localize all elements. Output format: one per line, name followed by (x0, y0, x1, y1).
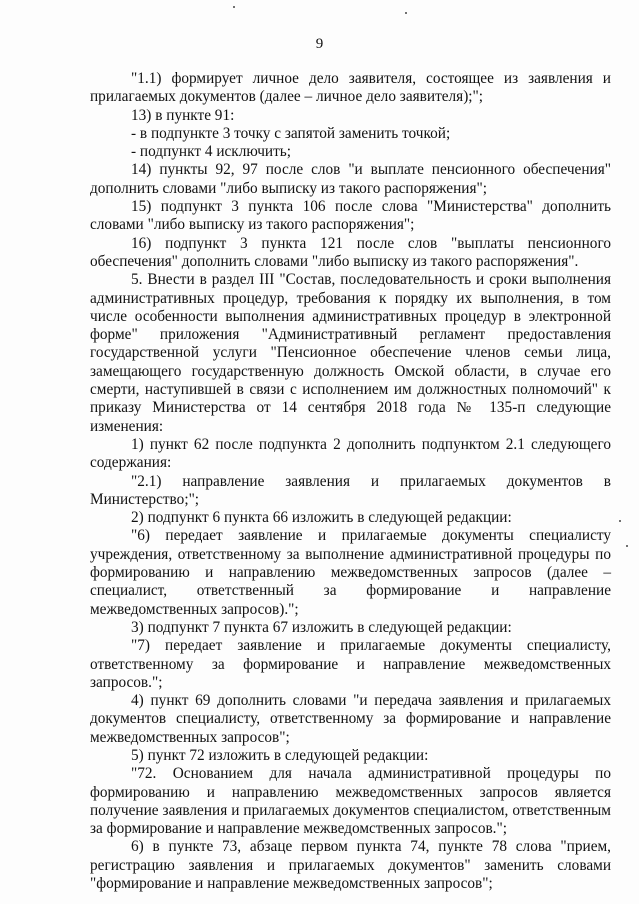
paragraph: "2.1) направление заявления и прилагаемых документов в Министерство;"; (90, 472, 611, 508)
scan-speck (405, 12, 407, 14)
paragraph: 13) в пункте 91: (131, 106, 235, 124)
paragraph: 14) пункты 92, 97 после слов "и выплате пенсионного обеспечения" дополнить словами "либо выписку из такого распоряжения"; (90, 161, 611, 197)
scan-speck (626, 545, 628, 547)
paragraph: - в подпункте 3 точку с запятой заменить точкой; (131, 124, 451, 142)
paragraph: 2) подпункт 6 пункта 66 изложить в следующей редакции: (131, 509, 512, 527)
paragraph: - подпункт 4 исключить; (131, 143, 292, 161)
scan-speck (233, 6, 235, 8)
paragraph: 6) в пункте 73, абзаце первом пункта 74, пункте 78 слова "прием, регистрацию заявления и прилагаемых документов" заменить словами "формирование и направление межведомственных запросов"; (90, 838, 611, 893)
paragraph: 5) пункт 72 изложить в следующей редакции: (131, 746, 429, 764)
paragraph: 16) подпункт 3 пункта 121 после слов "выплаты пенсионного обеспечения" дополнить словами "либо выписку из такого распоряжения". (90, 234, 611, 270)
paragraph: 5. Внести в раздел III "Состав, последовательность и сроки выполнения административных процедур, требования к порядку их выполнения, в том числе особенности выполнения административных процедур в электронной форме" приложения "Административный регламент предоставления государственной услуги "Пенсионное обеспечение членов семьи лица, замещающего государственную должность Омской области, в случае его смерти, наступившей в связи с исполнением им должностных полномочий" к приказу Министерства от 14 сентября 2018 года № 135-п следующие изменения: (90, 271, 611, 435)
paragraph: 15) подпункт 3 пункта 106 после слова "Министерства" дополнить словами "либо выписку из такого распоряжения"; (90, 198, 611, 234)
paragraph: "1.1) формирует личное дело заявителя, состоящее из заявления и прилагаемых документов (далее – личное дело заявителя);"; (90, 70, 611, 106)
paragraph: "6) передает заявление и прилагаемые документы специалисту учреждения, ответственному за выполнение административной процедуры по формированию и направлению межведомственных запросов (далее – специалист, ответственный за формирование и направление межведомственных запросов)."; (90, 527, 611, 618)
page-number: 9 (315, 36, 324, 52)
document-body (90, 70, 611, 893)
paragraph: 1) пункт 62 после подпункта 2 дополнить подпунктом 2.1 следующего содержания: (90, 435, 611, 472)
paragraph: 3) подпункт 7 пункта 67 изложить в следующей редакции: (131, 618, 512, 636)
scan-speck (619, 520, 621, 522)
paragraph: "7) передает заявление и прилагаемые документы специалисту, ответственному за формирование и направление межведомственных запросов."; (90, 637, 611, 691)
paragraph: "72. Основанием для начала административной процедуры по формированию и направлению межведомственных запросов является получение заявления и прилагаемых документов специалистом, ответственным за формирование и направление межведомственных запросов."; (90, 765, 611, 838)
paragraph: 4) пункт 69 дополнить словами "и передача заявления и прилагаемых документов специалисту, ответственному за формирование и направление межведомственных запросов"; (90, 692, 611, 746)
